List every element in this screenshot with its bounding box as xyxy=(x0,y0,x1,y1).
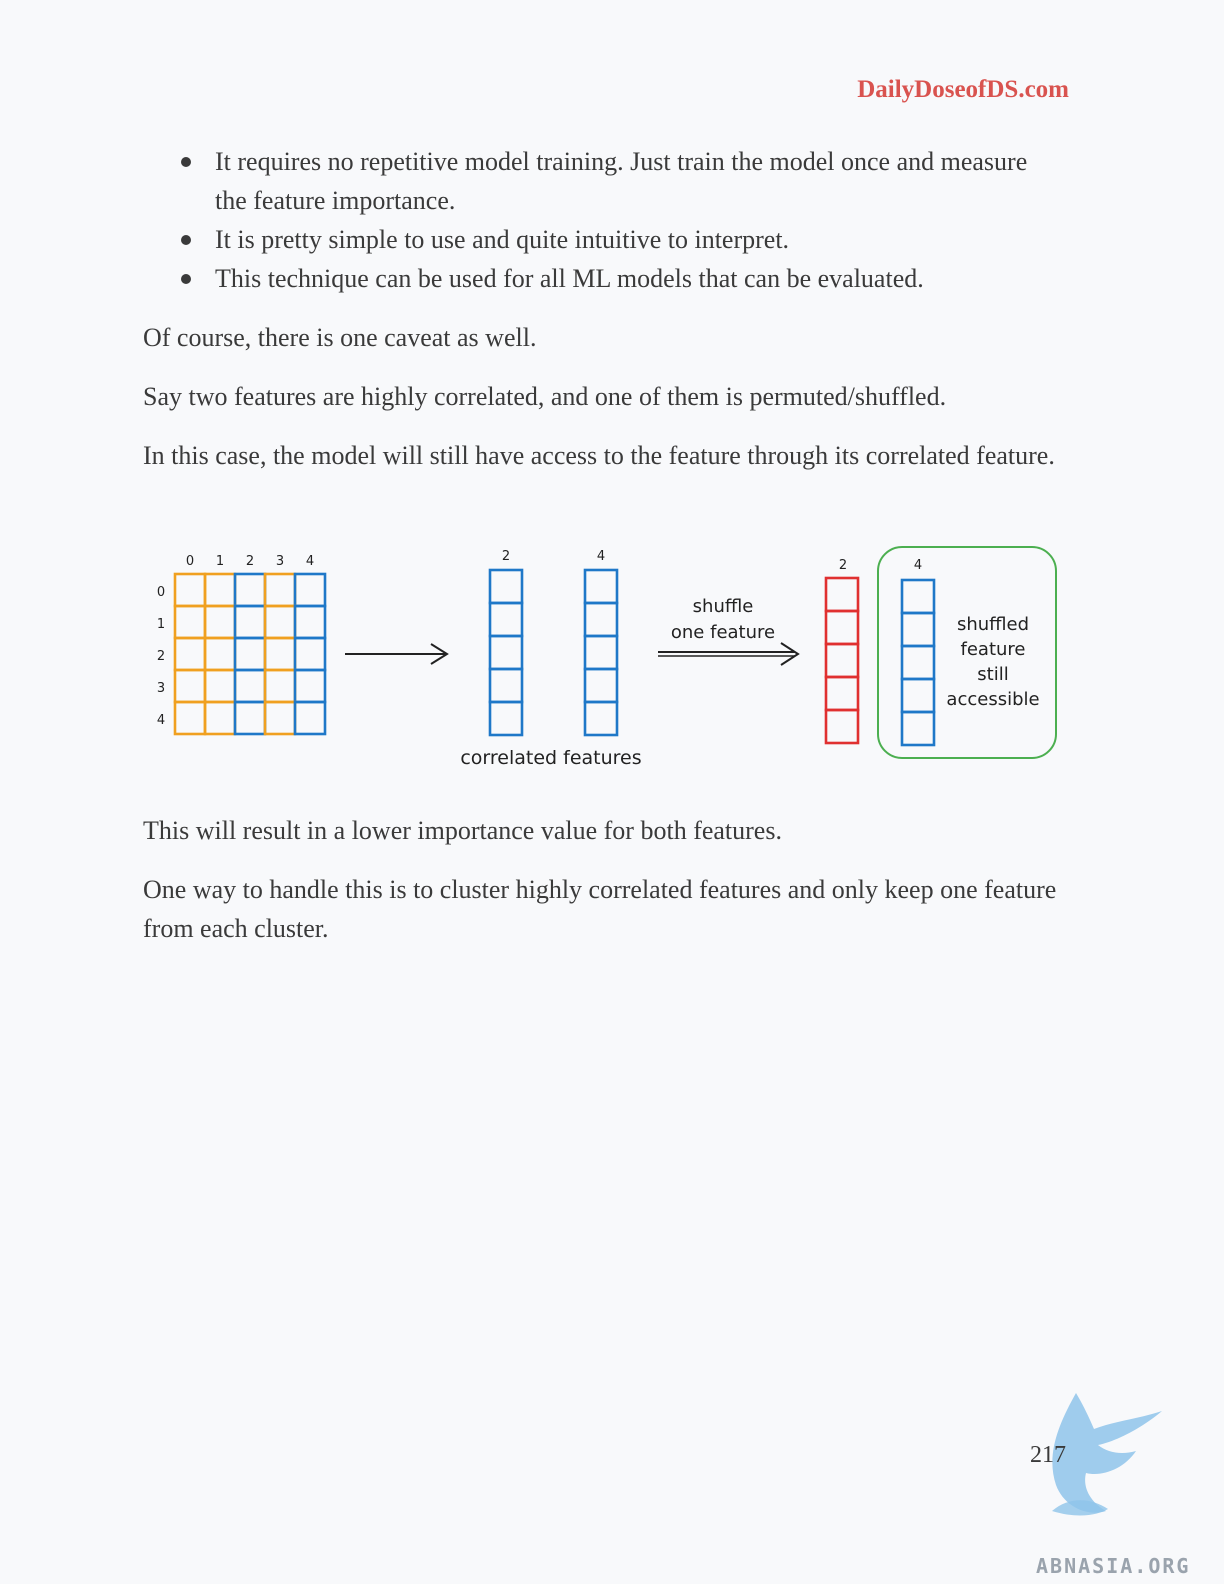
paragraph: Say two features are highly correlated, and one of them is permuted/shuffled. xyxy=(143,382,947,411)
shuffled-column-2 xyxy=(826,578,858,743)
col-label: 4 xyxy=(305,554,315,569)
grid-cell xyxy=(490,702,522,735)
grid-cell xyxy=(175,702,205,734)
grid-cell xyxy=(490,570,522,603)
grid-cell xyxy=(902,646,934,679)
paragraph: One way to handle this is to cluster highly correlated features and only keep one feature from each cluster. xyxy=(143,875,1057,943)
row-label: 0 xyxy=(156,585,166,600)
row-label: 4 xyxy=(156,713,166,728)
arrow-2 xyxy=(658,643,798,665)
grid-cell xyxy=(235,670,265,702)
column-label: 4 xyxy=(596,549,606,564)
grid-cell xyxy=(585,702,617,735)
list-item: This technique can be used for all ML models that can be evaluated. xyxy=(143,259,1043,298)
grid-cell xyxy=(265,606,295,638)
list-item: It is pretty simple to use and quite intuitive to interpret. xyxy=(143,220,1043,259)
note-text: shuffled xyxy=(956,614,1030,635)
grid-cell xyxy=(205,638,235,670)
paragraph: Of course, there is one caveat as well. xyxy=(143,323,537,352)
grid-cell xyxy=(902,580,934,613)
grid-cell xyxy=(585,570,617,603)
grid-cell xyxy=(490,669,522,702)
note-text: still xyxy=(977,664,1009,685)
grid-cell xyxy=(265,574,295,606)
grid-cell xyxy=(902,679,934,712)
column-label: 2 xyxy=(501,549,511,564)
grid-cell xyxy=(175,638,205,670)
grid-cell xyxy=(205,702,235,734)
correlated-column-2 xyxy=(490,570,522,735)
grid-cell xyxy=(265,670,295,702)
feature-matrix xyxy=(175,574,325,734)
grid-cell xyxy=(175,670,205,702)
column-label: 2 xyxy=(838,558,848,573)
note-text: accessible xyxy=(946,689,1040,710)
row-label: 1 xyxy=(156,617,166,632)
grid-cell xyxy=(826,644,858,677)
bullet-list xyxy=(143,142,1043,298)
grid-cell xyxy=(295,574,325,606)
grid-cell xyxy=(235,702,265,734)
grid-cell xyxy=(826,677,858,710)
grid-cell xyxy=(826,578,858,611)
grid-cell xyxy=(235,606,265,638)
correlation-figure xyxy=(143,540,1063,780)
list-item: It requires no repetitive model training. Just train the model once and measure the feature importance. xyxy=(143,142,1043,220)
grid-cell xyxy=(902,712,934,745)
grid-cell xyxy=(490,603,522,636)
grid-cell xyxy=(265,702,295,734)
grid-cell xyxy=(205,606,235,638)
grid-cell xyxy=(902,613,934,646)
grid-cell xyxy=(295,670,325,702)
grid-cell xyxy=(265,638,295,670)
grid-cell xyxy=(175,606,205,638)
correlated-features-label: correlated features xyxy=(460,747,642,769)
shuffle-label: shuffle xyxy=(692,596,754,617)
kept-column-4 xyxy=(902,580,934,745)
grid-cell xyxy=(295,702,325,734)
grid-cell xyxy=(585,669,617,702)
grid-cell xyxy=(295,638,325,670)
grid-cell xyxy=(585,603,617,636)
row-label: 3 xyxy=(156,681,166,696)
watermark-text: ABNASIA.ORG xyxy=(1036,1554,1191,1578)
grid-cell xyxy=(490,636,522,669)
note-text: feature xyxy=(960,639,1026,660)
paragraph: In this case, the model will still have access to the feature through its correlated feature. xyxy=(143,441,1055,470)
grid-cell xyxy=(585,636,617,669)
matrix-row-labels xyxy=(157,585,165,728)
grid-cell xyxy=(826,611,858,644)
grid-cell xyxy=(175,574,205,606)
column-label: 4 xyxy=(913,558,923,573)
paragraph: This will result in a lower importance value for both features. xyxy=(143,816,782,845)
col-label: 3 xyxy=(275,554,285,569)
matrix-column-labels xyxy=(186,554,314,569)
grid-cell xyxy=(205,574,235,606)
correlated-column-4 xyxy=(585,570,617,735)
col-label: 2 xyxy=(245,554,255,569)
grid-cell xyxy=(295,606,325,638)
shuffle-label: one feature xyxy=(670,622,776,643)
col-label: 1 xyxy=(215,554,225,569)
site-name: DailyDoseofDS.com xyxy=(857,76,1069,103)
grid-cell xyxy=(826,710,858,743)
grid-cell xyxy=(235,574,265,606)
page-number: 217 xyxy=(1030,1442,1066,1468)
col-label: 0 xyxy=(185,554,195,569)
grid-cell xyxy=(235,638,265,670)
arrow-1 xyxy=(345,644,447,664)
grid-cell xyxy=(205,670,235,702)
row-label: 2 xyxy=(156,649,166,664)
